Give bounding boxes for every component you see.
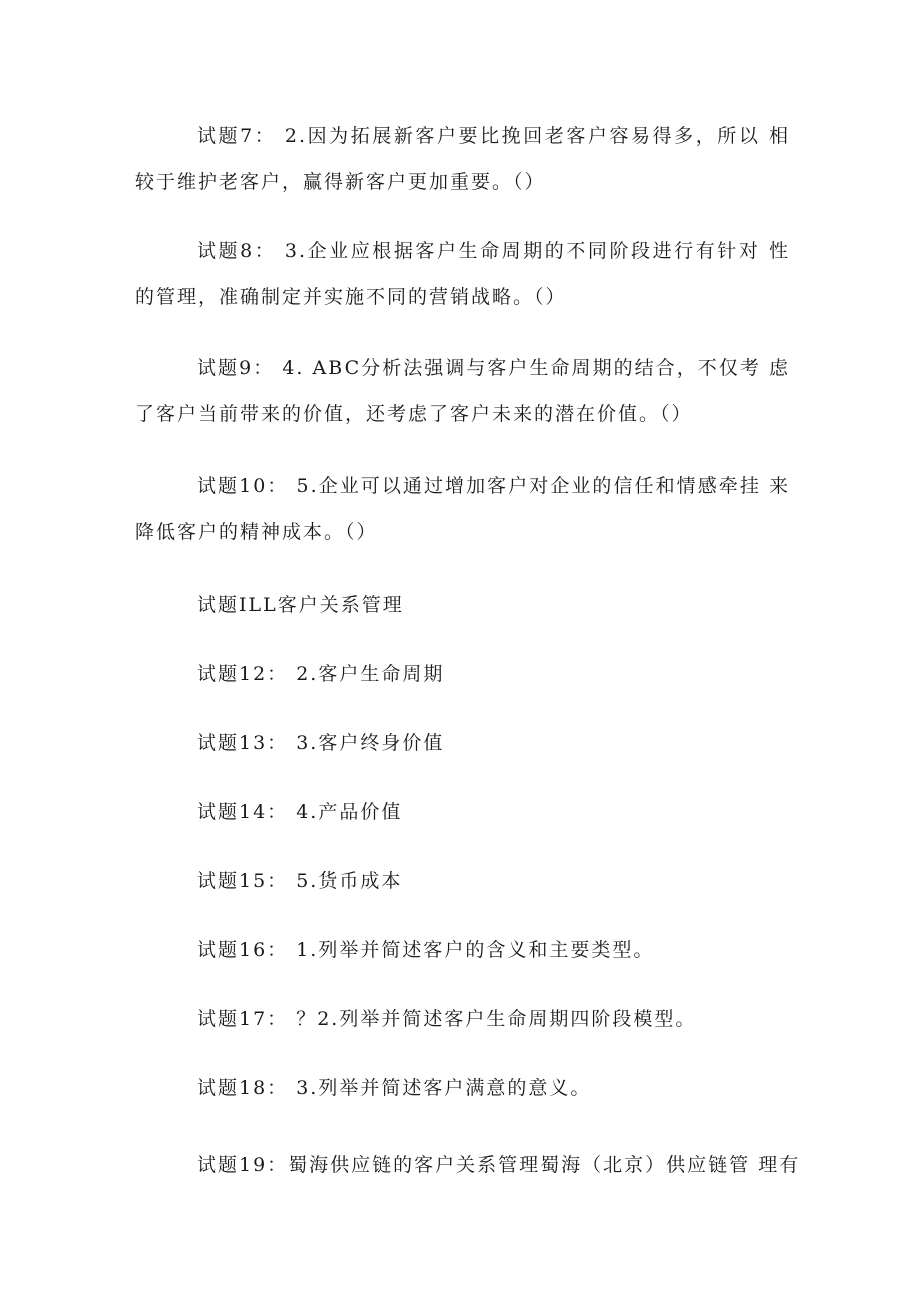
question-16: 试题16： 1.列举并简述客户的含义和主要类型。 (197, 939, 655, 961)
question-9: 试题9： 4. ABC分析法强调与客户生命周期的结合，不仅考 虑了客户当前带来的价值，还考虑了客户未来的潜在价值。（） (135, 357, 790, 425)
question-7: 试题7： 2.因为拓展新客户要比挽回老客户容易得多，所以 相较于维护老客户，赢得新客户更加重要。（） (135, 125, 790, 193)
question-13: 试题13： 3.客户终身价值 (197, 732, 445, 754)
question-8: 试题8： 3.企业应根据客户生命周期的不同阶段进行有针对 性的管理，准确制定并实施不同的营销战略。（） (135, 240, 790, 308)
question-18: 试题18： 3.列举并简述客户满意的意义。 (197, 1077, 592, 1099)
question-12: 试题12： 2.客户生命周期 (197, 663, 445, 685)
section-heading: 试题ILL客户关系管理 (197, 594, 404, 616)
question-19: 试题19：蜀海供应链的客户关系管理蜀海（北京）供应链管 理有 (197, 1154, 801, 1176)
question-14: 试题14： 4.产品价值 (197, 801, 403, 823)
question-15: 试题15： 5.货币成本 (197, 870, 403, 892)
question-10: 试题10： 5.企业可以通过增加客户对企业的信任和情感牵挂 来降低客户的精神成本。（） (135, 475, 790, 543)
question-17: 试题17： ？2.列举并简述客户生命周期四阶段模型。 (197, 1008, 697, 1030)
